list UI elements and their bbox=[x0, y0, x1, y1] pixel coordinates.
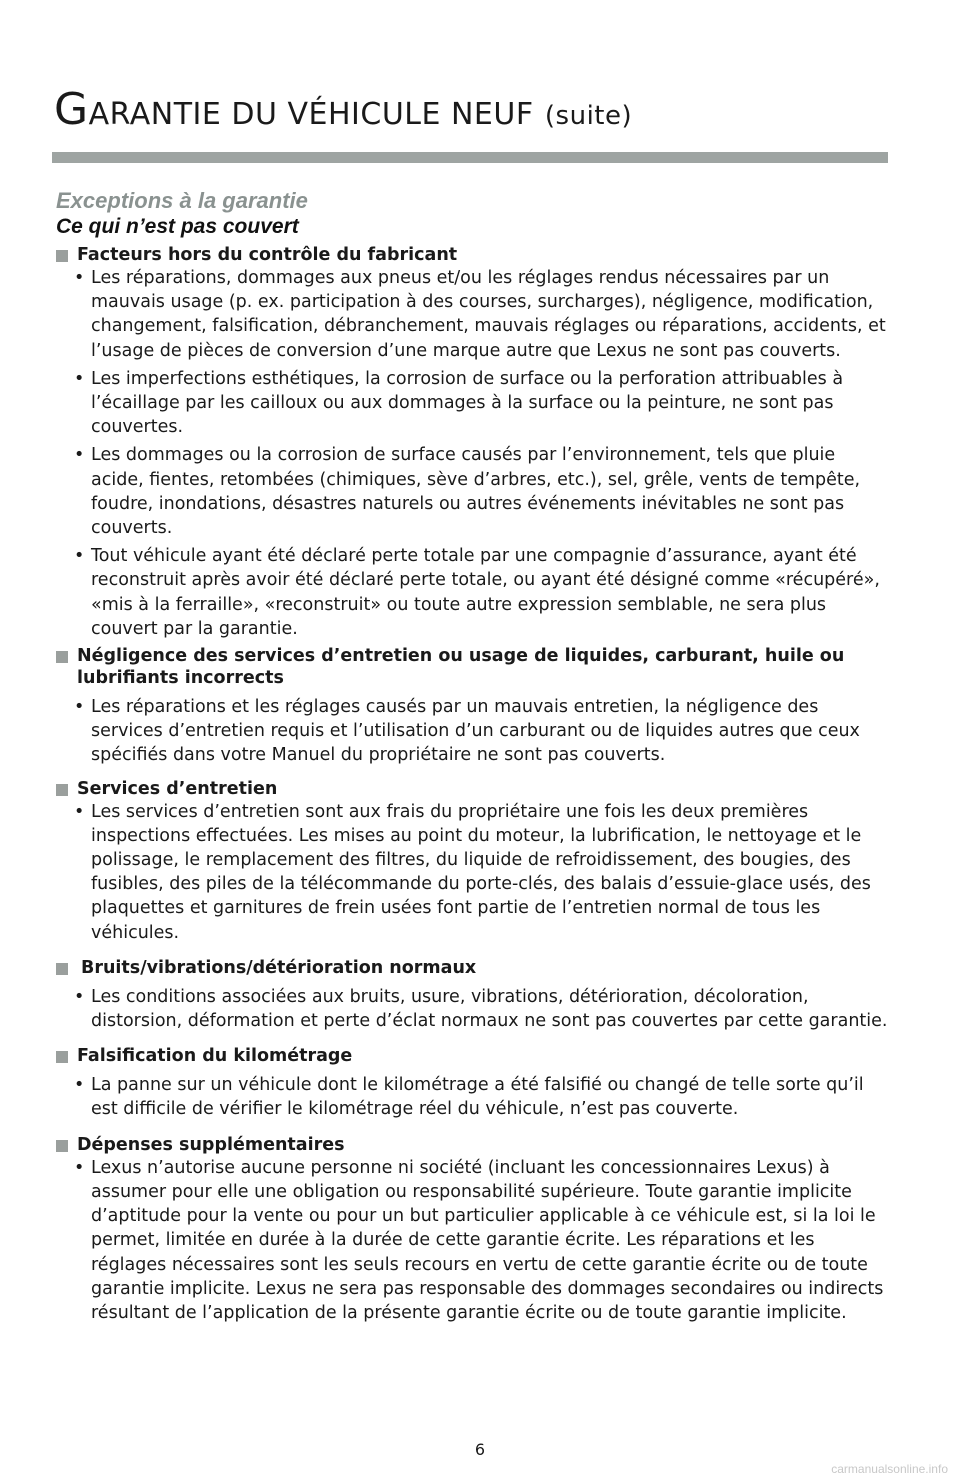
bullet-list bbox=[56, 985, 888, 1033]
bullet-item bbox=[56, 800, 888, 945]
bullet-text: Les imperfections esthétiques, la corrosion de surface ou la perforation attribuables à l’écaillage par les cailloux ou aux dommages à la surface ou la peinture, ne sont pas couvertes. bbox=[91, 368, 844, 438]
square-bullet-icon bbox=[56, 651, 68, 663]
title-suffix: (suite) bbox=[544, 101, 633, 131]
category-heading bbox=[56, 1134, 888, 1156]
category-title: Dépenses supplémentaires bbox=[77, 1134, 345, 1155]
bullet-text: Les conditions associées aux bruits, usure, vibrations, détérioration, décoloration, distorsion, déformation et perte d’éclat normaux ne sont pas couvertes par cette garantie. bbox=[91, 986, 888, 1032]
bullet-item bbox=[56, 985, 888, 1033]
title-rule bbox=[52, 152, 888, 163]
bullet-list bbox=[56, 1156, 888, 1325]
category bbox=[56, 244, 888, 641]
square-bullet-icon bbox=[56, 250, 68, 262]
category bbox=[56, 1134, 888, 1325]
category-heading bbox=[56, 957, 888, 979]
bullet-item bbox=[56, 695, 888, 768]
page-title bbox=[54, 84, 633, 135]
bullet-list bbox=[56, 695, 888, 768]
square-bullet-icon bbox=[56, 1051, 68, 1063]
category bbox=[56, 957, 888, 1033]
category bbox=[56, 645, 888, 768]
bullet-text: Les réparations et les réglages causés par un mauvais entretien, la négligence des services d’entretien requis et l’utilisation d’un carburant ou de liquides autres que ceux spécifiés dans votre Manuel du propriétaire ne sont pas couverts. bbox=[91, 697, 860, 766]
bullet-text: La panne sur un véhicule dont le kilométrage a été falsifié ou changé de telle sorte qu’il est difficile de vérifier le kilométrage réel du véhicule, n’est pas couverte. bbox=[91, 1075, 864, 1120]
category-title: Falsification du kilométrage bbox=[77, 1046, 353, 1067]
category-heading bbox=[56, 1045, 888, 1067]
category-heading bbox=[56, 244, 888, 266]
bullet-list bbox=[56, 266, 888, 641]
bullet-dot-icon: • bbox=[74, 268, 85, 288]
content bbox=[56, 188, 888, 1329]
category-title: Négligence des services d’entretien ou usage de liquides, carburant, huile ou lubrifiants incorrects bbox=[77, 646, 845, 689]
title-initial: G bbox=[54, 84, 89, 135]
square-bullet-icon bbox=[56, 1140, 68, 1152]
bullet-text: Les services d’entretien sont aux frais du propriétaire une fois les deux premières inspections effectuées. Les mises au point du moteur, la lubrification, le nettoyage et le polissage, le remplacement des filtres, du liquide de refroidissement, des bougies, des fusibles, des piles de la télécommande du porte-clés, des balais d’essuie-glace usés, des plaquettes et garnitures de frein usées font partie de l’entretien normal de tous les véhicules. bbox=[91, 801, 871, 943]
bullet-dot-icon: • bbox=[74, 697, 85, 718]
section-subheading: Ce qui n’est pas couvert bbox=[56, 215, 299, 238]
bullet-dot-icon: • bbox=[74, 1157, 85, 1178]
bullet-text: Les dommages ou la corrosion de surface causés par l’environnement, tels que pluie acide, fientes, retombées (chimiques, sève d’arbres, etc.), sel, grêle, vents de tempête, foudre, inondations, désastres naturels ou autres événements inévitables ne sont pas couverts. bbox=[91, 445, 861, 539]
bullet-list bbox=[56, 1073, 888, 1121]
bullet-dot-icon: • bbox=[74, 801, 85, 822]
square-bullet-icon bbox=[56, 963, 68, 975]
bullet-item bbox=[56, 266, 888, 363]
bullet-dot-icon: • bbox=[74, 546, 85, 567]
bullet-list bbox=[56, 800, 888, 945]
category bbox=[56, 778, 888, 945]
bullet-dot-icon: • bbox=[74, 1075, 85, 1096]
bullet-item bbox=[56, 1156, 888, 1325]
bullet-dot-icon: • bbox=[74, 445, 85, 466]
bullet-dot-icon: • bbox=[74, 368, 85, 389]
bullet-item bbox=[56, 367, 888, 440]
category-heading bbox=[56, 778, 888, 800]
category-title: Facteurs hors du contrôle du fabricant bbox=[77, 245, 458, 265]
category bbox=[56, 1045, 888, 1121]
bullet-item bbox=[56, 544, 888, 641]
category-title: Bruits/vibrations/détérioration normaux bbox=[81, 957, 477, 978]
square-bullet-icon bbox=[56, 784, 68, 796]
bullet-item bbox=[56, 443, 888, 540]
section-heading: Exceptions à la garantie bbox=[56, 188, 308, 213]
bullet-text: Tout véhicule ayant été déclaré perte totale par une compagnie d’assurance, ayant été reconstruit après avoir été déclaré perte totale, ou ayant été désigné comme «récupéré», «mis à la ferraille», «reconstruit» ou toute autre expression semblable, ne sera plus couvert par la garantie. bbox=[91, 546, 880, 639]
watermark: carmanualsonline.info bbox=[831, 1462, 948, 1476]
category-heading bbox=[56, 645, 888, 689]
bullet-dot-icon: • bbox=[74, 986, 85, 1007]
bullet-item bbox=[56, 1073, 888, 1121]
page-number: 6 bbox=[474, 1440, 486, 1459]
bullet-text: Les réparations, dommages aux pneus et/ou les réglages rendus nécessaires par un mauvais usage (p. ex. participation à des courses, surcharges), négligence, modification, changement, falsification, débranchement, mauvais réglages ou réparations, accidents, et l’usage de pièces de conversion d’une marque autre que Lexus ne sont pas couverts. bbox=[91, 268, 886, 361]
bullet-text: Lexus n’autorise aucune personne ni société (incluant les concessionnaires Lexus) à assumer pour elle une obligation ou responsabilité supérieure. Toute garantie implicite d’aptitude pour la vente ou pour un but particulier applicable à ce véhicule est, si la loi le permet, limitée en durée à la durée de cette garantie écrite. Les réparations et les réglages nécessaires sont les seuls recours en vertu de cette garantie écrite ou de toute garantie implicite. Lexus ne sera pas responsable des dommages secondaires ou indirects résultant de l’application de la présente garantie écrite ou de toute garantie implicite. bbox=[91, 1157, 884, 1323]
category-title: Services d’entretien bbox=[77, 778, 278, 799]
title-main: ARANTIE DU VÉHICULE NEUF bbox=[88, 97, 534, 132]
